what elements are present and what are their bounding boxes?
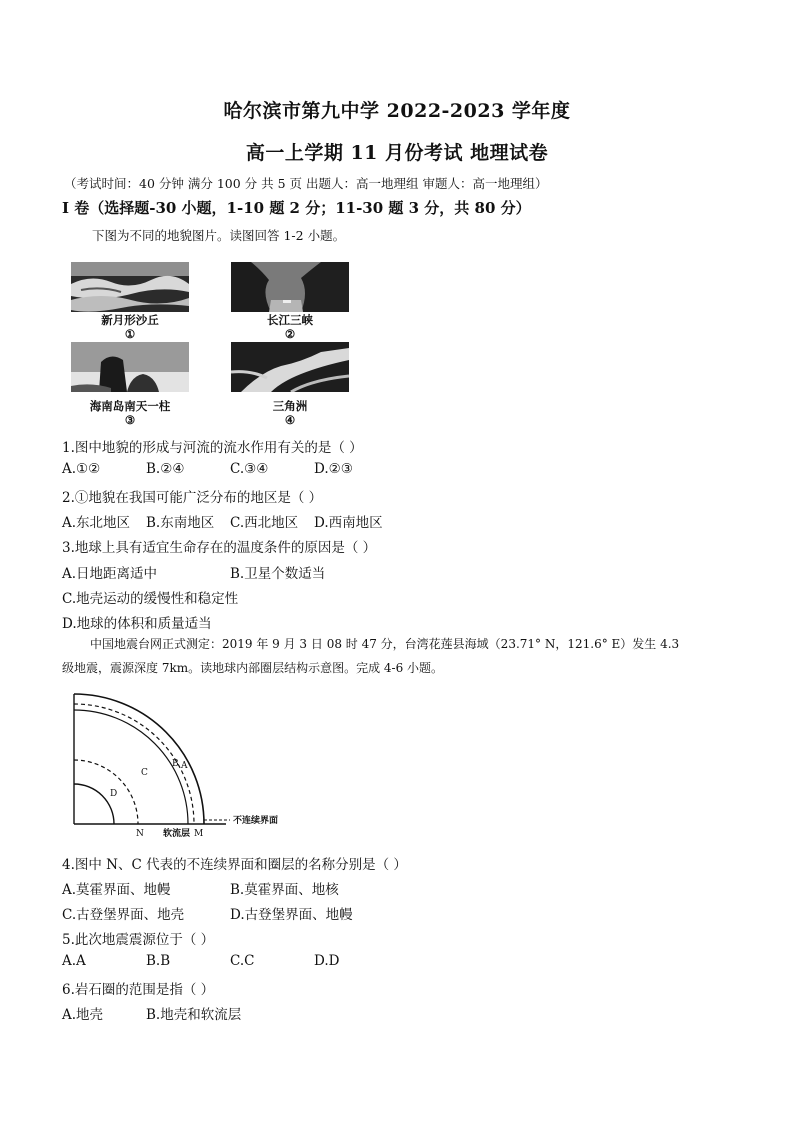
photo-nantian-pillar bbox=[71, 342, 189, 392]
q1-option-a[interactable]: A.①② bbox=[62, 461, 101, 477]
q4-option-d[interactable]: D.古登堡界面、地幔 bbox=[230, 907, 353, 923]
q1-option-b[interactable]: B.②④ bbox=[146, 461, 185, 477]
question-4: 4.图中 N、C 代表的不连续界面和圈层的名称分别是（ ） bbox=[62, 857, 407, 873]
q2-option-c[interactable]: C.西北地区 bbox=[230, 515, 299, 531]
exam-subtitle: 高一上学期 11 月份考试 地理试卷 bbox=[245, 142, 549, 164]
caption-photo-1: 新月形沙丘 ① bbox=[101, 313, 159, 341]
q2-option-b[interactable]: B.东南地区 bbox=[146, 515, 215, 531]
label-m: M bbox=[194, 829, 204, 839]
q4-option-c[interactable]: C.古登堡界面、地壳 bbox=[62, 907, 185, 923]
label-b: B bbox=[172, 759, 179, 769]
q4-option-a[interactable]: A.莫霍界面、地幔 bbox=[62, 882, 171, 898]
q6-option-a[interactable]: A.地壳 bbox=[62, 1007, 104, 1023]
caption-photo-3: 海南岛南天一柱 ③ bbox=[89, 399, 171, 427]
q5-option-b[interactable]: B.B bbox=[146, 953, 171, 969]
question-6: 6.岩石圈的范围是指（ ） bbox=[62, 982, 215, 998]
label-a: A bbox=[181, 761, 188, 771]
photo-crescent-dunes bbox=[71, 262, 189, 312]
label-c: C bbox=[141, 768, 148, 778]
q3-option-a[interactable]: A.日地距离适中 bbox=[62, 566, 158, 582]
question-2: 2.①地貌在我国可能广泛分布的地区是（ ） bbox=[62, 490, 323, 506]
q2-option-a[interactable]: A.东北地区 bbox=[62, 515, 131, 531]
quake-intro-paragraph: 中国地震台网正式测定：2019 年 9 月 3 日 08 时 47 分，台湾花莲县海域（23.71° N，121.6° E）发生 4.3 级地震，震源深度 7km。读地球内部圈层结构示意图。完成 4-6 小题。 bbox=[62, 637, 680, 675]
exam-title: 哈尔滨市第九中学 2022-2023 学年度 bbox=[223, 100, 571, 122]
intro-landforms: 下图为不同的地貌图片。读图回答 1-2 小题。 bbox=[92, 228, 346, 243]
q5-option-c[interactable]: C.C bbox=[230, 953, 255, 969]
label-n: N bbox=[136, 829, 144, 839]
q3-option-c[interactable]: C.地壳运动的缓慢性和稳定性 bbox=[62, 591, 239, 607]
q5-option-d[interactable]: D.D bbox=[314, 953, 340, 969]
caption-photo-4: 三角洲 ④ bbox=[272, 399, 308, 427]
q5-option-a[interactable]: A.A bbox=[62, 953, 86, 969]
label-boundary: 不连续界面 bbox=[233, 816, 279, 826]
q4-option-b[interactable]: B.莫霍界面、地核 bbox=[230, 882, 339, 898]
label-d: D bbox=[110, 789, 118, 799]
question-3: 3.地球上具有适宜生命存在的温度条件的原因是（ ） bbox=[62, 540, 377, 556]
question-1: 1.图中地貌的形成与河流的流水作用有关的是（ ） bbox=[62, 440, 363, 456]
label-asthenosphere: 软流层 bbox=[163, 829, 191, 839]
q3-option-d[interactable]: D.地球的体积和质量适当 bbox=[62, 616, 212, 632]
q1-option-d[interactable]: D.②③ bbox=[314, 461, 353, 477]
earth-interior-diagram bbox=[66, 690, 306, 840]
q6-option-b[interactable]: B.地壳和软流层 bbox=[146, 1007, 242, 1023]
exam-info: （考试时间：40 分钟 满分 100 分 共 5 页 出题人：高一地理组 审题人：高一地理组） bbox=[64, 176, 548, 191]
caption-photo-2: 长江三峡 ② bbox=[267, 313, 313, 341]
q1-option-c[interactable]: C.③④ bbox=[230, 461, 269, 477]
q2-option-d[interactable]: D.西南地区 bbox=[314, 515, 383, 531]
photo-delta bbox=[231, 342, 349, 392]
question-5: 5.此次地震震源位于（ ） bbox=[62, 932, 215, 948]
section-title: I 卷（选择题-30 小题，1-10 题 2 分；11-30 题 3 分，共 80 分） bbox=[62, 199, 531, 217]
photo-three-gorges bbox=[231, 262, 349, 312]
q3-option-b[interactable]: B.卫星个数适当 bbox=[230, 566, 326, 582]
